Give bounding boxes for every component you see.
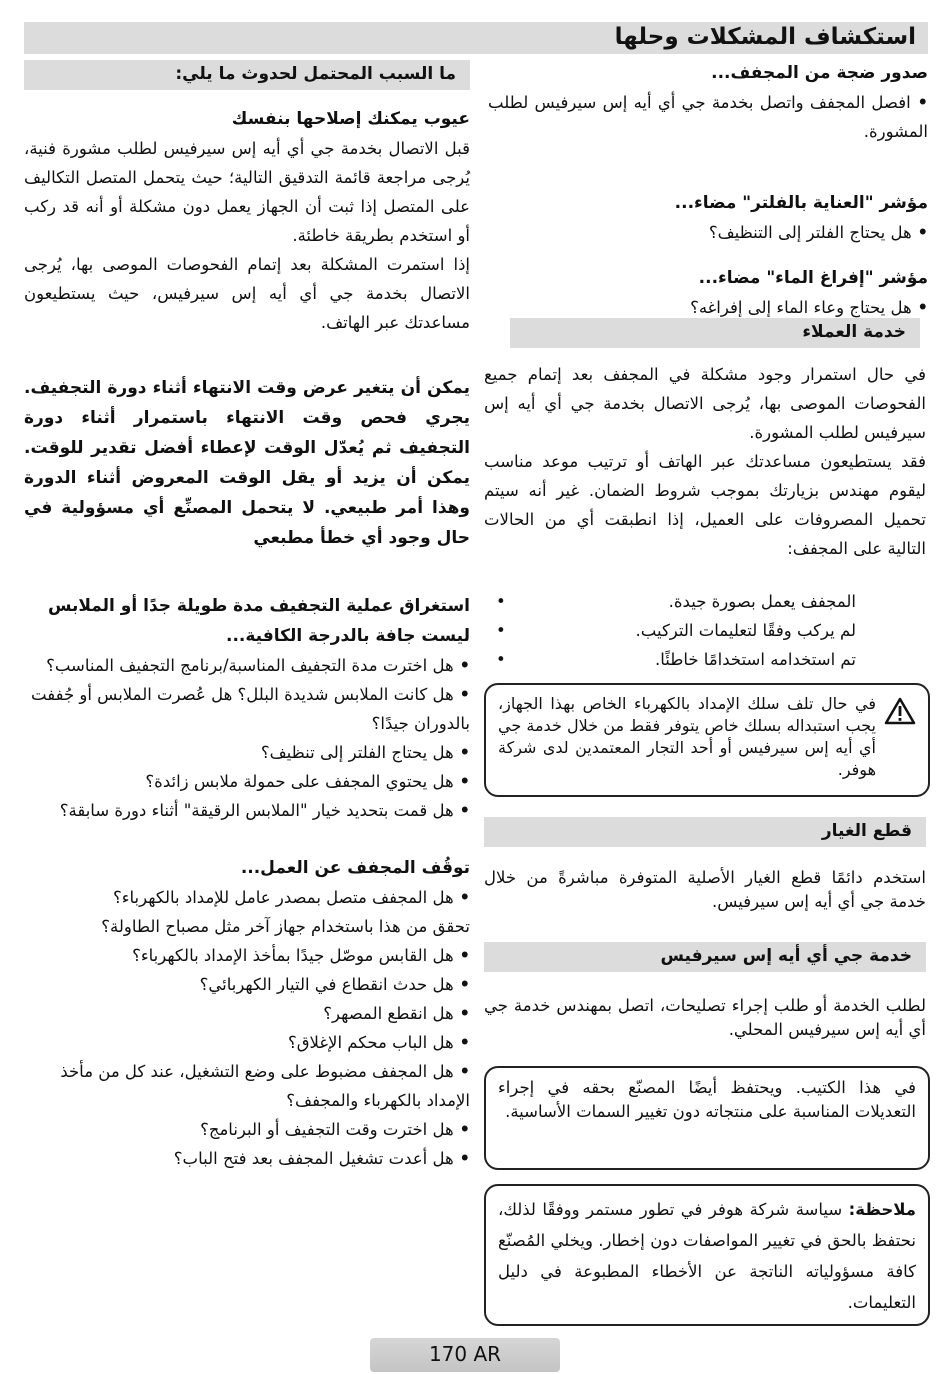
long-dry-item: • هل يحتاج الفلتر إلى تنظيف؟ xyxy=(24,738,470,767)
filter-item: • هل يحتاج الفلتر إلى التنظيف؟ xyxy=(488,218,928,247)
self-fix-heading: عيوب يمكنك إصلاحها بنفسك xyxy=(231,109,470,129)
manufacturer-box xyxy=(484,1066,930,1170)
stopped-item: • هل أعدت تشغيل المجفف بعد فتح الباب؟ xyxy=(24,1144,470,1173)
customer-service-title: خدمة العملاء xyxy=(802,322,906,342)
spare-parts-title: قطع الغيار xyxy=(821,821,912,841)
stopped-item: • هل المجفف متصل بمصدر عامل للإمداد بالكهرباء؟ xyxy=(24,883,470,912)
page-title-bar xyxy=(24,22,928,54)
customer-service-section xyxy=(484,360,926,674)
note-text: سياسة شركة هوفر في تطور مستمر ووفقًا لذلك، نحتفظ بالحق في تغيير المواصفات دون إخطار. ويخلي المُصنّع كافة مسؤولياته الناتجة عن الأخطاء المطبوعة في دليل التعليمات. xyxy=(498,1200,916,1312)
page-number-badge xyxy=(370,1338,560,1372)
condition-item: المجفف يعمل بصورة جيدة. • xyxy=(496,592,856,611)
filter-heading-text: مؤشر "العناية بالفلتر" مضاء... xyxy=(674,193,928,213)
cause-title: ما السبب المحتمل لحدوث ما يلي: xyxy=(175,64,456,84)
long-dry-item: • هل قمت بتحديد خيار "الملابس الرقيقة" أثناء دورة سابقة؟ xyxy=(24,796,470,825)
stopped-item-sub: تحقق من هذا باستخدام جهاز آخر مثل مصباح الطاولة؟ xyxy=(101,917,470,936)
noise-heading: صدور ضجة من المجفف... xyxy=(711,63,928,83)
self-fix-p2: إذا استمرت المشكلة بعد إتمام الفحوصات الموصى بها، يُرجى الاتصال بخدمة جي أي أيه إس سيرفيس، حيث يستطيعون مساعدتك عبر الهاتف. xyxy=(24,255,470,332)
long-dry-heading: استغراق عملية التجفيف مدة طويلة جدًا أو الملابس ليست جافة بالدرجة الكافية... xyxy=(47,596,470,646)
water-item: • هل يحتاج وعاء الماء إلى إفراغه؟ xyxy=(488,293,928,322)
spare-parts-text: استخدم دائمًا قطع الغيار الأصلية المتوفرة مباشرةً من خلال خدمة جي أي أيه إس سيرفيس. xyxy=(484,868,926,911)
manufacturer-text: في هذا الكتيب. ويحتفظ أيضًا المصنّع بحقه في إجراء التعديلات المناسبة على منتجاته دون تغيير السمات الأساسية. xyxy=(498,1078,916,1121)
service-header xyxy=(484,942,926,972)
long-dry-item: • هل يحتوي المجفف على حمولة ملابس زائدة؟ xyxy=(24,767,470,796)
stopped-item: • هل القابس موصّل جيدًا بمأخذ الإمداد بالكهرباء؟ xyxy=(24,941,470,970)
stopped-heading: توقُف المجفف عن العمل... xyxy=(240,858,470,878)
customer-service-p1: في حال استمرار وجود مشكلة في المجفف بعد إتمام جميع الفحوصات الموصى بها، يُرجى الاتصال بخدمة جي أي أيه إس سيرفيس لطلب المشورة. xyxy=(484,365,926,442)
service-text: لطلب الخدمة أو طلب إجراء تصليحات، اتصل بمهندس خدمة جي أي أيه إس سيرفيس المحلي. xyxy=(484,996,926,1039)
customer-service-p2: فقد يستطيعون مساعدتك عبر الهاتف أو ترتيب موعد مناسب ليقوم مهندس بزيارتك بموجب شروط الضمان. غير أنه سيتم تحميل المصروفات على العميل، إذا انطبقت أي من الحالات التالية على المجفف: xyxy=(484,452,926,558)
noise-item: • افصل المجفف واتصل بخدمة جي أي أيه إس سيرفيس لطلب المشورة. xyxy=(488,88,928,146)
warning-text: في حال تلف سلك الإمداد بالكهرباء الخاص بهذا الجهاز، يجب استبداله بسلك خاص يتوفر فقط من خلال خدمة جي أي أيه إس سيرفيس أو أحد التجار المعتمدين لدى شركة هوفر. xyxy=(498,694,876,779)
water-heading: مؤشر "إفراغ الماء" مضاء... xyxy=(698,268,928,288)
service-title: خدمة جي أي أيه إس سيرفيس xyxy=(660,946,912,966)
condition-item: تم استخدامه استخدامًا خاطئًا. • xyxy=(496,650,856,669)
warning-box xyxy=(484,683,930,797)
spare-parts-header xyxy=(484,817,926,847)
stopped-item: • هل الباب محكم الإغلاق؟ xyxy=(24,1028,470,1057)
note-paragraph xyxy=(498,1194,916,1318)
note-label: ملاحظة: xyxy=(848,1200,916,1219)
page-number: 170 AR xyxy=(428,1342,502,1366)
stopped-item: • هل اخترت وقت التجفيف أو البرنامج؟ xyxy=(24,1115,470,1144)
right-column xyxy=(488,58,928,322)
page-title: استكشاف المشكلات وحلها xyxy=(614,24,916,50)
warning-icon xyxy=(884,697,916,725)
note-box xyxy=(484,1184,930,1326)
customer-service-header xyxy=(510,318,920,348)
end-time-notice: يمكن أن يتغير عرض وقت الانتهاء أثناء دورة التجفيف. يجري فحص وقت الانتهاء باستمرار أثناء دورة التجفيف ثم يُعدّل الوقت لإعطاء أفضل تقدير للوقت. يمكن أن يزيد أو يقل الوقت المعروض أثناء الدورة وهذا أمر طبيعي. لا يتحمل المصنِّع أي مسؤولية في حال وجود أي خطأ مطبعي xyxy=(24,378,470,548)
stopped-item: • هل انقطع المصهر؟ xyxy=(24,999,470,1028)
stopped-item: • هل المجفف مضبوط على وضع التشغيل، عند كل من مأخذ الإمداد بالكهرباء والمجفف؟ xyxy=(24,1057,470,1115)
filter-heading xyxy=(488,188,928,218)
long-dry-item: • هل اخترت مدة التجفيف المناسبة/برنامج التجفيف المناسب؟ xyxy=(24,651,470,680)
long-dry-item: • هل كانت الملابس شديدة البلل؟ هل عُصرت الملابس أو جُففت بالدوران جيدًا؟ xyxy=(24,680,470,738)
left-column xyxy=(24,104,470,1173)
cause-header xyxy=(24,60,470,90)
condition-item: لم يركب وفقًا لتعليمات التركيب. • xyxy=(496,621,856,640)
stopped-item: • هل حدث انقطاع في التيار الكهربائي؟ xyxy=(24,970,470,999)
self-fix-p1: قبل الاتصال بخدمة جي أي أيه إس سيرفيس لطلب مشورة فنية، يُرجى مراجعة قائمة التدقيق التالية؛ حيث يتحمل المتصل التكاليف على المتصل إذا ثبت أن الجهاز يعمل دون مشكلة أو أنه قد ركب أو استخدم بطريقة خاطئة. xyxy=(24,139,470,245)
